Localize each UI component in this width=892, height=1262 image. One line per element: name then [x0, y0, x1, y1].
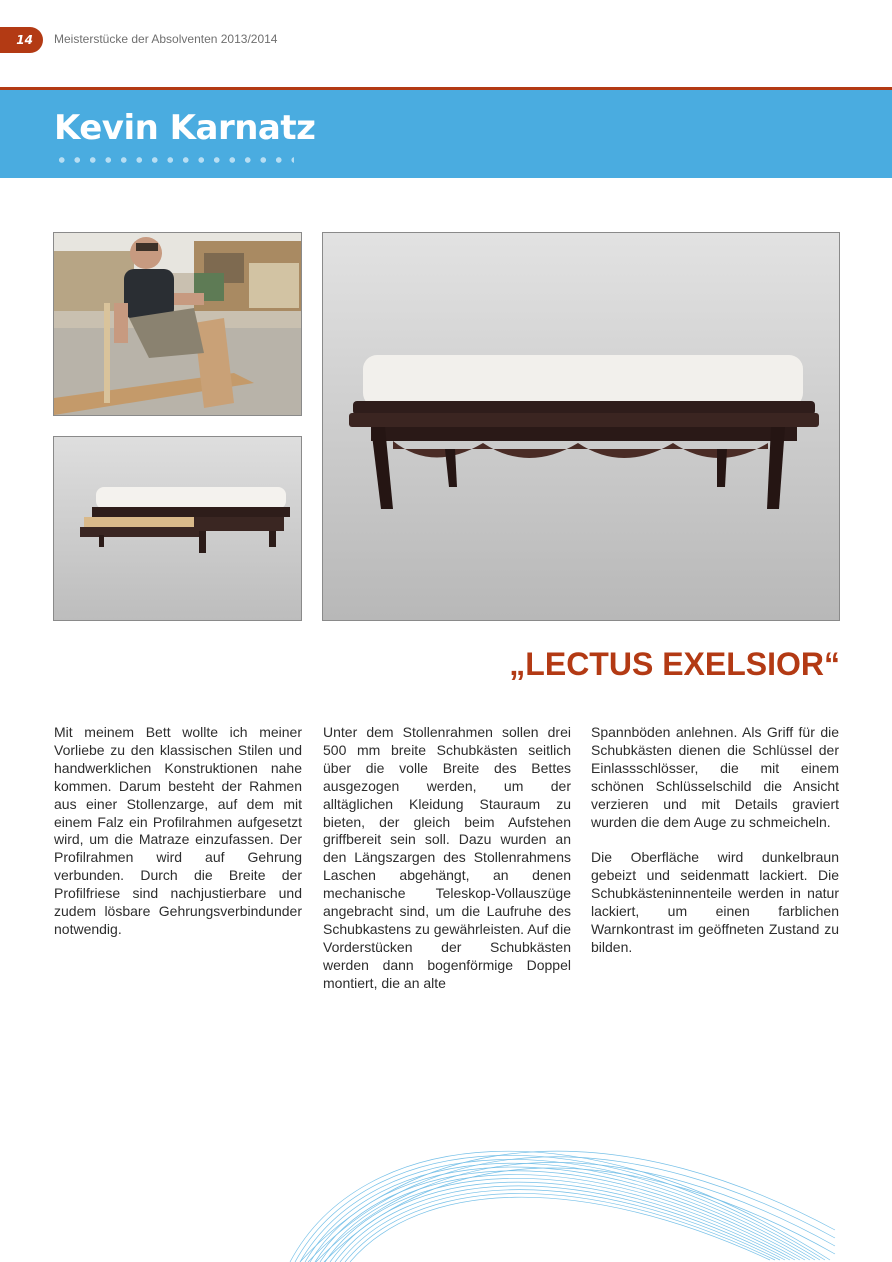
text-column-2: [323, 724, 571, 1011]
article-title: „LECTUS EXELSIOR“: [509, 646, 840, 682]
page-number: 14: [0, 27, 43, 53]
dotted-divider: [54, 156, 294, 164]
paragraph: Mit meinem Bett wollte ich meiner Vorliebe zu den klassischen Stilen und handwerklichen Konstruktionen nahe kommen. Darum besteht der Rahmen aus einer Stollenzarge, auf dem mit einem Falz ein Profilrahmen aufgesetzt wird, um die Matraze einzufassen. Der Profilrahmen wird auf Gehrung verbunden. Durch die Breite der Profilfriese sind nachjustierbare und zudem lösbare Gehrungsverbindunder notwendig.: [54, 724, 302, 937]
running-title: Meisterstücke der Absolventen 2013/2014: [54, 32, 278, 46]
text-column-3: [591, 724, 839, 975]
text-column-1: [54, 724, 302, 957]
bed-drawer-photo: [53, 436, 302, 621]
decorative-swoosh: [280, 1110, 840, 1262]
bed-main-photo: [322, 232, 840, 621]
workshop-photo: [53, 232, 302, 416]
paragraph: Unter dem Stollenrahmen sollen drei 500 mm breite Schubkästen seitlich über die volle Breite des Bettes ausgezogen werden, um der alltäglichen Kleidung Stauraum zu bieten, der gleich beim Aufstehen griffbereit sein soll. Dazu wurden an den Längszargen des Stollenrahmens Laschen abgehängt, an denen mechanische Teleskop-Vollauszüge angebracht sind, um die Laufruhe des Schubkastens zu gewährleisten. Auf die Vorderstücken der Schubkästen werden dann bogenförmige Doppel montiert, die an alte: [323, 724, 571, 991]
paragraph: Spannböden anlehnen. Als Griff für die Schubkästen dienen die Schlüssel der Einlassschlösser, die mit einem schönen Schlüsselschild die Ansicht verzieren und mit Details graviert wurden die dem Auge zu schmeicheln.: [591, 724, 839, 830]
paragraph: Die Oberfläche wird dunkelbraun gebeizt und seidenmatt lackiert. Die Schubkästeninnenteile werden in natur lackiert, um einen farblichen Warnkontrast im geöffneten Zustand zu bilden.: [591, 849, 839, 955]
graduate-name: Kevin Karnatz: [54, 108, 316, 148]
